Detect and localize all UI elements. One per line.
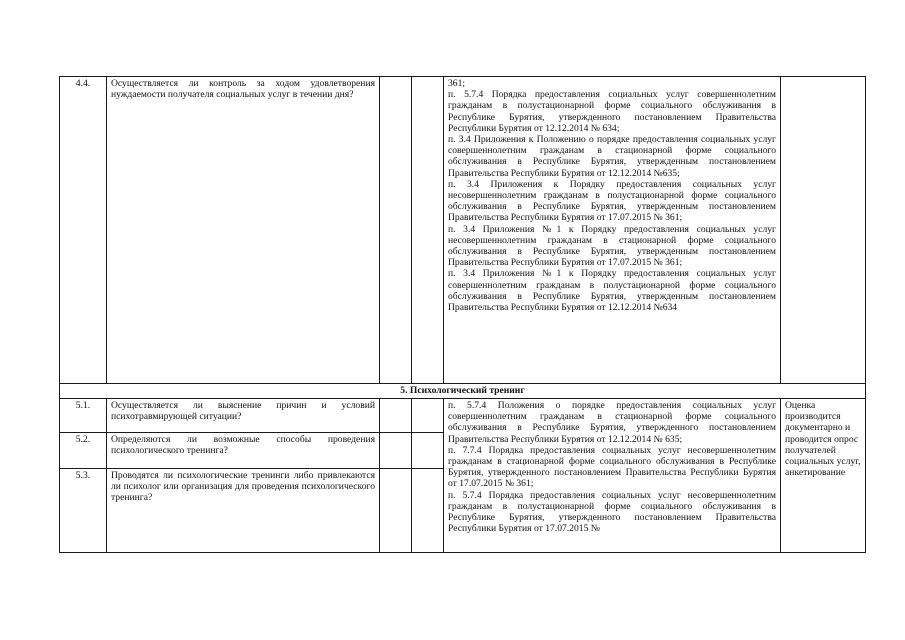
- answer-no-cell: [412, 77, 444, 384]
- section-heading-row: [60, 384, 866, 399]
- reference-paragraph: п. 3.4 Приложения к Порядку предоставления социальных услуг несовершеннолетним гражданам в полустационарной форме социального обслуживания в Республике Бурятия, утвержденным постановлением Правительства Республики Бурятия от 17.07.2015 № 361;: [448, 178, 776, 224]
- table-row: [60, 77, 866, 384]
- legal-reference-cell: [444, 77, 781, 384]
- inspection-checklist-table: [59, 76, 866, 553]
- answer-no-cell: [412, 469, 444, 553]
- reference-paragraph: п. 3.4 Приложения к Положению о порядке предоставления социальных услуг совершеннолетним гражданам в стационарной форме социального обслуживания в Республике Бурятия, утвержденным постановлением Правительства Республики Бурятия от 12.12.2014 №635;: [448, 134, 776, 179]
- row-number: 5.1.: [60, 399, 107, 433]
- legal-reference-cell: [444, 399, 781, 553]
- question-cell: Определяются ли возможные способы проведения психологического тренинга?: [107, 433, 380, 469]
- question-cell: Осуществляется ли выяснение причин и условий психотравмирующей ситуации?: [107, 399, 380, 433]
- reference-paragraph: п. 5.7.4 Положения о порядке предоставления социальных услуг совершеннолетним гражданам в стационарной форме социального обслуживания в Республике Бурятия, утвержденного постановлением Правительства Республики Бурятия от 12.12.2014 № 635;: [448, 400, 776, 445]
- method-cell: Оценка производится документарно и проводится опрос получателей социальных услуг, анкетирование: [781, 399, 866, 553]
- answer-no-cell: [412, 399, 444, 433]
- answer-yes-cell: [380, 469, 412, 553]
- row-number: 5.2.: [60, 433, 107, 469]
- table-row: [60, 399, 866, 433]
- reference-paragraph: п. 7.7.4 Порядка предоставления социальных услуг несовершеннолетним гражданам в стационарной форме социального обслуживания в Республике Бурятия, утвержденного постановлением Правительства Республики Бурятия от 17.07.2015 № 361;: [448, 444, 776, 490]
- answer-yes-cell: [380, 77, 412, 384]
- reference-paragraph: п. 5.7.4 Порядка предоставления социальных услуг совершеннолетним гражданам в полустационарной форме социального обслуживания в Республике Бурятия, утвержденного постановлением Правительства Республики Бурятия от 12.12.2014 № 634;: [448, 89, 776, 134]
- answer-yes-cell: [380, 433, 412, 469]
- answer-yes-cell: [380, 399, 412, 433]
- reference-paragraph: п. 3.4 Приложения №1 к Порядку предоставления социальных услуг несовершеннолетним гражданам в стационарной форме социального обслуживания в Республике Бурятия, утвержденным постановлением Правительства Республики Бурятия от 17.07.2015 № 361;: [448, 223, 776, 269]
- question-cell: Проводятся ли психологические тренинги либо привлекаются ли психолог или организация для проведения психологического тренинга?: [107, 469, 380, 553]
- row-number: 5.3.: [60, 469, 107, 553]
- method-cell: [781, 77, 866, 384]
- answer-no-cell: [412, 433, 444, 469]
- section-title: 5. Психологический тренинг: [60, 384, 866, 399]
- reference-paragraph: 361;: [448, 78, 466, 89]
- reference-paragraph: п. 5.7.4 Порядка предоставления социальных услуг несовершеннолетним гражданам в полустационарной форме социального обслуживания в Республике Бурятия, утвержденного постановлением Правительства Республики Бурятия от 17.07.2015 №: [448, 489, 776, 535]
- question-cell: Осуществляется ли контроль за ходом удовлетворения нуждаемости получателя социальных услуг в течении дня?: [107, 77, 380, 384]
- row-number: 4.4.: [60, 77, 107, 384]
- reference-paragraph: п. 3.4 Приложения №1 к Порядку предоставления социальных услуг совершеннолетним гражданам в полустационарной форме социального обслуживания в Республике Бурятия, утвержденным постановлением Правительства Республики Бурятия от 12.12.2014 №634: [448, 268, 776, 314]
